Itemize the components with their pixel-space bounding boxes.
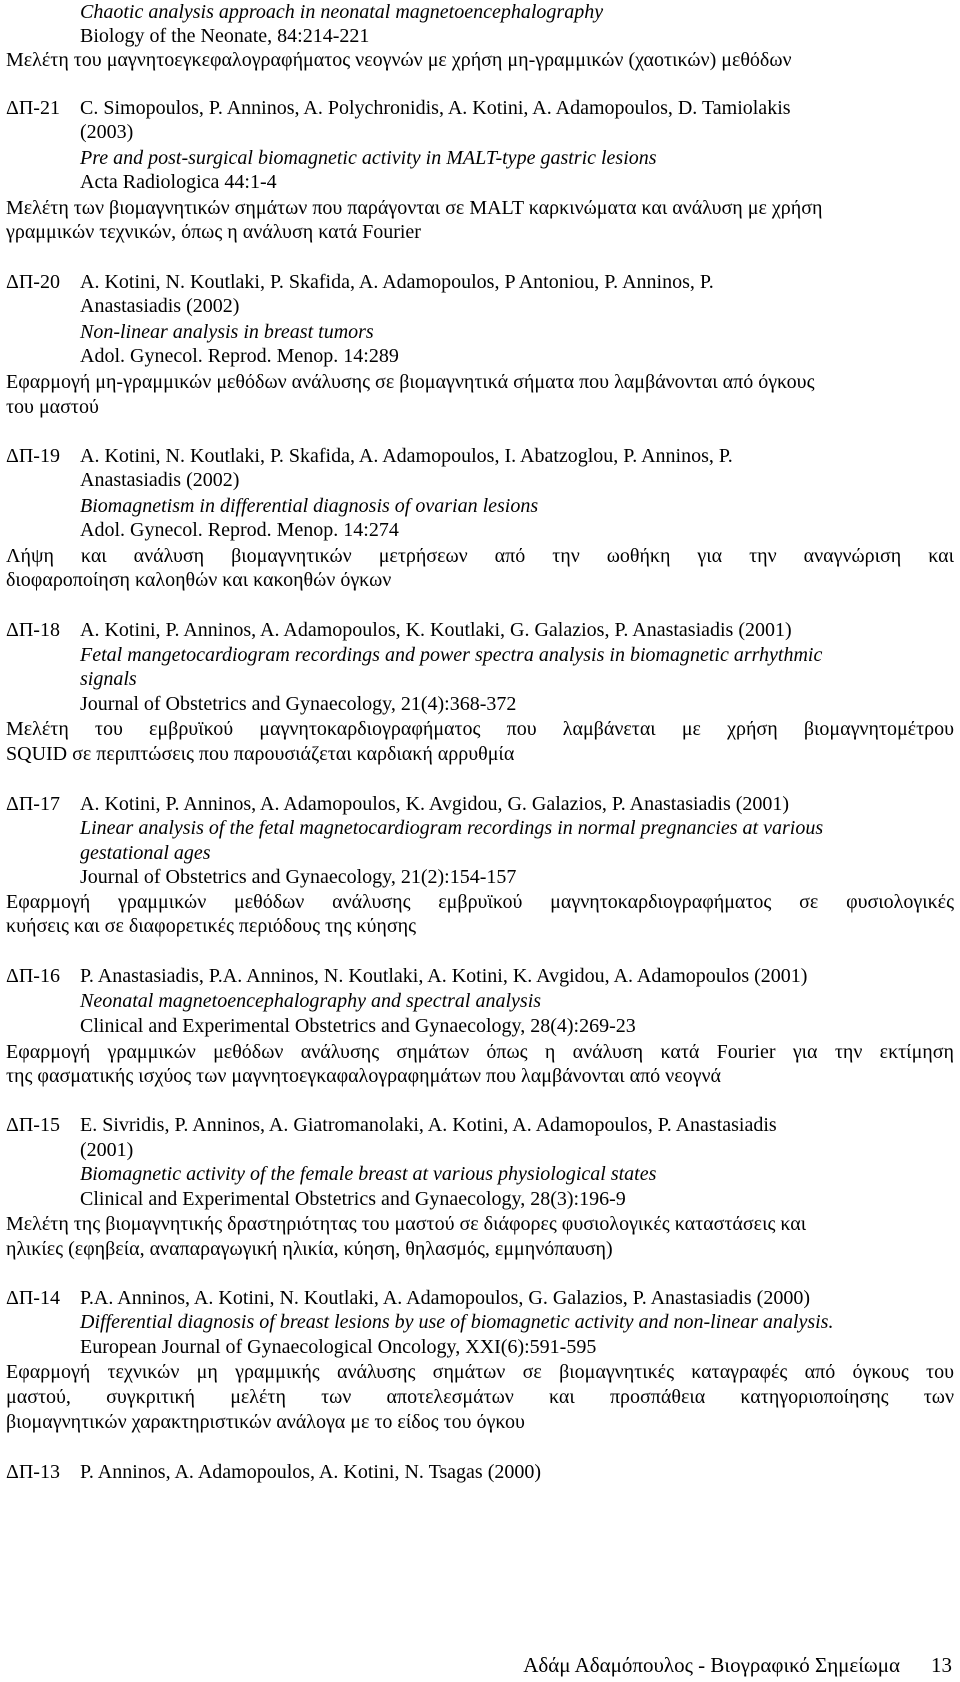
description-line: βιομαγνητικών χαρακτηριστικών ανάλογα με το είδος του όγκου — [6, 1411, 525, 1433]
authors-line: A. Kotini, P. Anninos, A. Adamopoulos, K. Avgidou, G. Galazios, P. Anastasiadis (2001) — [80, 793, 790, 815]
page-footer-text: Αδάμ Αδαμόπουλος - Βιογραφικό Σημείωμα — [523, 1653, 900, 1677]
journal-line: Clinical and Experimental Obstetrics and Gynaecology, 28(3):196-9 — [80, 1188, 626, 1210]
paper-title: gestational ages — [80, 842, 211, 864]
description-line: του μαστού — [6, 396, 99, 418]
reference-number: ΔΠ-21 — [6, 97, 60, 119]
page-number: 13 — [931, 1653, 952, 1677]
reference-number: ΔΠ-14 — [6, 1287, 60, 1309]
authors-line: A. Kotini, N. Koutlaki, P. Skafida, A. Adamopoulos, I. Abatzoglou, P. Anninos, P. — [80, 445, 733, 467]
authors-line: A. Kotini, P. Anninos, A. Adamopoulos, K. Koutlaki, G. Galazios, P. Anastasiadis (2001) — [80, 619, 792, 641]
journal-line: Acta Radiologica 44:1-4 — [80, 171, 277, 193]
authors-line: C. Simopoulos, P. Anninos, A. Polychronidis, A. Kotini, A. Adamopoulos, D. Tamiolakis — [80, 97, 791, 119]
paper-title: Biomagnetic activity of the female breast at various physiological states — [80, 1163, 657, 1185]
journal-line: Journal of Obstetrics and Gynaecology, 21(2):154-157 — [80, 866, 517, 888]
description-line: κυήσεις και σε διαφορετικές περιόδους της κύησης — [6, 915, 416, 937]
journal-line: Clinical and Experimental Obstetrics and Gynaecology, 28(4):269-23 — [80, 1015, 636, 1037]
paper-title: Biomagnetism in differential diagnosis of ovarian lesions — [80, 495, 539, 517]
journal-line: Journal of Obstetrics and Gynaecology, 21(4):368-372 — [80, 693, 517, 715]
description-line: της φασματικής ισχύος των μαγνητοεγκαφαλογραφημάτων που λαμβάνονται από νεογνά — [6, 1065, 721, 1087]
description-line: Λήψη και ανάλυση βιομαγνητικών μετρήσεων από την ωοθήκη για την αναγνώριση και — [6, 545, 954, 567]
reference-number: ΔΠ-20 — [6, 271, 60, 293]
journal-line: Adol. Gynecol. Reprod. Menop. 14:289 — [80, 345, 399, 367]
description-line: Μελέτη των βιομαγνητικών σημάτων που παράγονται σε MALT καρκινώματα και ανάλυση με χρήση — [6, 197, 823, 219]
paper-title: Chaotic analysis approach in neonatal magnetoencephalography — [80, 1, 604, 23]
reference-number: ΔΠ-18 — [6, 619, 60, 641]
paper-title: Fetal mangetocardiogram recordings and power spectra analysis in biomagnetic arrhythmic — [80, 644, 823, 666]
reference-number: ΔΠ-15 — [6, 1114, 60, 1136]
journal-line: Biology of the Neonate, 84:214-221 — [80, 25, 370, 47]
journal-line: European Journal of Gynaecological Oncology, XXI(6):591-595 — [80, 1336, 597, 1358]
paper-title: Neonatal magnetoencephalography and spectral analysis — [80, 990, 542, 1012]
paper-title: Non-linear analysis in breast tumors — [80, 321, 374, 343]
description-line: ηλικίες (εφηβεία, αναπαραγωγική ηλικία, κύηση, θηλασμός, εμμηνόπαυση) — [6, 1238, 613, 1260]
description-line: Εφαρμογή τεχνικών μη γραμμικής ανάλυσης σημάτων σε βιομαγνητικές καταγραφές από όγκους του — [6, 1361, 954, 1383]
reference-number: ΔΠ-19 — [6, 445, 60, 467]
description-line: Εφαρμογή γραμμικών μεθόδων ανάλυσης εμβρυϊκού μαγνητοκαρδιογραφήματος σε φυσιολογικές — [6, 891, 954, 913]
description-line: διοφαροποίηση καλοηθών και κακοηθών όγκων — [6, 569, 392, 591]
description-line: Εφαρμογή μη-γραμμικών μεθόδων ανάλυσης σε βιομαγνητικά σήματα που λαμβάνονται από όγκους — [6, 371, 815, 393]
description-line: Μελέτη της βιομαγνητικής δραστηριότητας του μαστού σε διάφορες φυσιολογικές καταστάσεις και — [6, 1213, 807, 1235]
authors-line: P. Anninos, A. Adamopoulos, A. Kotini, N. Tsagas (2000) — [80, 1461, 542, 1483]
authors-line: (2001) — [80, 1139, 134, 1161]
authors-line: Anastasiadis (2002) — [80, 295, 240, 317]
paper-title: Linear analysis of the fetal magnetocardiogram recordings in normal pregnancies at various — [80, 817, 824, 839]
paper-title: Pre and post-surgical biomagnetic activity in MALT-type gastric lesions — [80, 147, 657, 169]
authors-line: P. Anastasiadis, P.A. Anninos, N. Koutlaki, A. Kotini, K. Avgidou, A. Adamopoulos (2001) — [80, 965, 808, 987]
authors-line: P.A. Anninos, A. Kotini, N. Koutlaki, A. Adamopoulos, G. Galazios, P. Anastasiadis (2000) — [80, 1287, 810, 1309]
authors-line: (2003) — [80, 121, 134, 143]
authors-line: Anastasiadis (2002) — [80, 469, 240, 491]
reference-number: ΔΠ-17 — [6, 793, 60, 815]
reference-number: ΔΠ-13 — [6, 1461, 60, 1483]
description-line: Εφαρμογή γραμμικών μεθόδων ανάλυσης σημάτων όπως η ανάλυση κατά Fourier για την εκτίμηση — [6, 1041, 954, 1063]
description-line: Μελέτη του εμβρυϊκού μαγνητοκαρδιογραφήματος που λαμβάνεται με χρήση βιομαγνητομέτρου — [6, 718, 954, 740]
paper-title: Differential diagnosis of breast lesions by use of biomagnetic activity and non-linear analysis. — [80, 1311, 834, 1333]
reference-number: ΔΠ-16 — [6, 965, 60, 987]
description-line: γραμμικών τεχνικών, όπως η ανάλυση κατά Fourier — [6, 221, 421, 243]
description-line: Μελέτη του μαγνητοεγκεφαλογραφήματος νεογνών με χρήση μη-γραμμικών (χαοτικών) μεθόδων — [6, 49, 792, 71]
authors-line: E. Sivridis, P. Anninos, A. Giatromanolaki, A. Kotini, A. Adamopoulos, P. Anastasiadis — [80, 1114, 777, 1136]
journal-line: Adol. Gynecol. Reprod. Menop. 14:274 — [80, 519, 399, 541]
authors-line: A. Kotini, N. Koutlaki, P. Skafida, A. Adamopoulos, P Antoniou, P. Anninos, P. — [80, 271, 714, 293]
description-line: μαστού, συγκριτική μελέτη των αποτελεσμάτων και προσπάθεια κατηγοριοποίησης των — [6, 1386, 954, 1408]
description-line: SQUID σε περιπτώσεις που παρουσιάζεται καρδιακή αρρυθμία — [6, 743, 515, 765]
paper-title: signals — [80, 668, 137, 690]
